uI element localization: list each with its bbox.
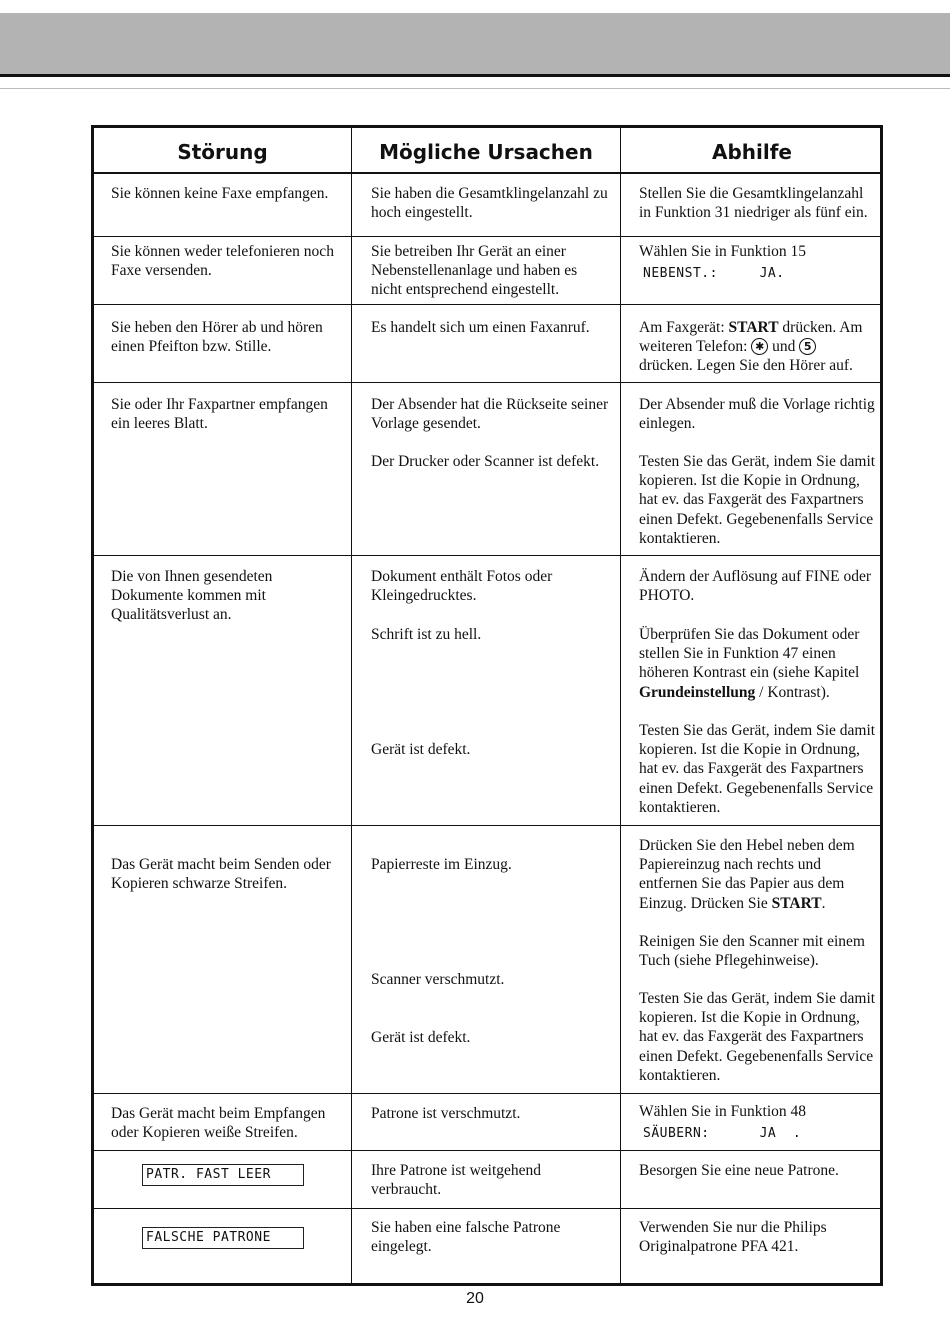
row-divider — [94, 304, 880, 305]
lcd-display-box: PATR. FAST LEER — [142, 1164, 304, 1186]
star-key-icon: ✱ — [751, 338, 768, 355]
stoerung-cell: Das Gerät macht beim Senden oder Kopieren schwarze Streifen. — [111, 856, 331, 893]
row-divider — [94, 172, 880, 174]
abhilfe-text: drücken. Legen Sie den Hörer auf. — [639, 357, 853, 375]
header-abhilfe: Abhilfe — [711, 140, 792, 164]
ursache-cell: Gerät ist defekt. — [371, 741, 471, 758]
column-divider — [620, 128, 621, 1283]
abhilfe-cell: Verwenden Sie nur die Philips Originalpatrone PFA 421. — [639, 1219, 827, 1256]
abhilfe-text: Wählen Sie in Funktion 48 — [639, 1103, 807, 1120]
stoerung-cell: Sie oder Ihr Faxpartner empfangen ein leeres Blatt. — [111, 396, 328, 433]
abhilfe-text: Drücken Sie den Hebel neben dem Papiereinzug nach rechts und entfernen Sie das Papier aus dem Einzug. Drücken Sie — [639, 837, 855, 912]
lcd-display-text: SÄUBERN: JA . — [643, 1126, 802, 1142]
ursache-cell: Es handelt sich um einen Faxanruf. — [371, 319, 590, 336]
row-divider — [94, 236, 880, 237]
column-divider — [351, 128, 352, 1283]
abhilfe-text: Wählen Sie in Funktion 15 — [639, 243, 807, 260]
stoerung-cell: Die von Ihnen gesendeten Dokumente kommen mit Qualitätsverlust an. — [111, 568, 273, 624]
row-divider — [94, 825, 880, 826]
abhilfe-cell — [639, 242, 879, 283]
ursache-cell: Sie haben die Gesamtklingelanzahl zu hoch eingestellt. — [371, 185, 608, 222]
abhilfe-cell: Testen Sie das Gerät, indem Sie damit kopieren. Ist die Kopie in Ordnung, hat ev. das Faxgerät des Faxpartners einen Defekt. Gegebenenfalls Service kontaktieren. — [639, 453, 876, 547]
ursache-cell: Patrone ist verschmutzt. — [371, 1105, 521, 1122]
abhilfe-cell — [639, 625, 879, 702]
abhilfe-text: . — [821, 894, 826, 912]
abhilfe-cell: Testen Sie das Gerät, indem Sie damit kopieren. Ist die Kopie in Ordnung, hat ev. das Faxgerät des Faxpartners einen Defekt. Gegebenenfalls Service kontaktieren. — [639, 722, 876, 816]
ursache-cell: Scanner verschmutzt. — [371, 971, 505, 988]
ursache-cell: Der Absender hat die Rückseite seiner Vorlage gesendet. — [371, 396, 609, 433]
abhilfe-text: und — [768, 338, 800, 356]
stoerung-cell: Sie können keine Faxe empfangen. — [111, 185, 329, 202]
header-ursachen: Mögliche Ursachen — [379, 140, 593, 164]
row-divider — [94, 382, 880, 383]
row-divider — [94, 1150, 880, 1151]
abhilfe-cell — [639, 836, 879, 913]
ursache-cell: Gerät ist defekt. — [371, 1029, 471, 1046]
troubleshooting-table — [91, 125, 883, 1286]
abhilfe-cell: Testen Sie das Gerät, indem Sie damit kopieren. Ist die Kopie in Ordnung, hat ev. das Faxgerät des Faxpartners einen Defekt. Gegebenenfalls Service kontaktieren. — [639, 990, 876, 1084]
stoerung-cell: Sie können weder telefonieren noch Faxe versenden. — [111, 243, 334, 280]
header-stoerung: Störung — [177, 140, 268, 164]
ursache-cell: Ihre Patrone ist weitgehend verbraucht. — [371, 1162, 542, 1199]
start-key-label: START — [728, 319, 779, 336]
header-bar — [0, 13, 950, 75]
digit-5-key-icon: 5 — [799, 338, 816, 355]
lcd-display-text: NEBENST.: JA. — [643, 266, 785, 282]
ursache-cell: Sie betreiben Ihr Gerät an einer Nebenstellenanlage und haben es nicht entsprechend eingestellt. — [371, 243, 578, 299]
ursache-cell: Papierreste im Einzug. — [371, 856, 512, 873]
stoerung-cell: Sie heben den Hörer ab und hören einen Pfeifton bzw. Stille. — [111, 319, 323, 356]
abhilfe-text: / Kontrast). — [755, 683, 830, 701]
abhilfe-cell: Besorgen Sie eine neue Patrone. — [639, 1162, 839, 1179]
abhilfe-cell: Ändern der Auflösung auf FINE oder PHOTO. — [639, 568, 872, 605]
ursache-cell: Dokument enthält Fotos oder Kleingedrucktes. — [371, 568, 553, 605]
chapter-reference: Grundeinstellung — [639, 683, 756, 701]
abhilfe-cell: Der Absender muß die Vorlage richtig einlegen. — [639, 396, 875, 433]
abhilfe-cell — [639, 318, 879, 376]
abhilfe-text: Am Faxgerät: — [639, 319, 729, 336]
abhilfe-cell — [639, 1102, 879, 1143]
start-key-label: START — [771, 894, 822, 912]
lcd-display-box: FALSCHE PATRONE — [142, 1227, 304, 1249]
header-rule — [0, 74, 950, 77]
row-divider — [94, 1093, 880, 1094]
abhilfe-cell: Stellen Sie die Gesamtklingelanzahl in Funktion 31 niedriger als fünf ein. — [639, 185, 868, 222]
row-divider — [94, 1208, 880, 1209]
abhilfe-text: Überprüfen Sie das Dokument oder stellen Sie in Funktion 47 einen höheren Kontrast ein (siehe Kapitel — [639, 626, 860, 682]
row-divider — [94, 555, 880, 556]
abhilfe-text: drücken. Am weiteren Telefon: — [639, 319, 863, 356]
ursache-cell: Schrift ist zu hell. — [371, 626, 482, 643]
stoerung-cell: Das Gerät macht beim Empfangen oder Kopieren weiße Streifen. — [111, 1105, 326, 1142]
ursache-cell: Sie haben eine falsche Patrone eingelegt. — [371, 1219, 561, 1256]
page-number: 20 — [466, 1290, 484, 1307]
header-thin-rule — [0, 88, 950, 89]
ursache-cell: Der Drucker oder Scanner ist defekt. — [371, 453, 600, 470]
abhilfe-cell: Reinigen Sie den Scanner mit einem Tuch (siehe Pflegehinweise). — [639, 933, 865, 970]
